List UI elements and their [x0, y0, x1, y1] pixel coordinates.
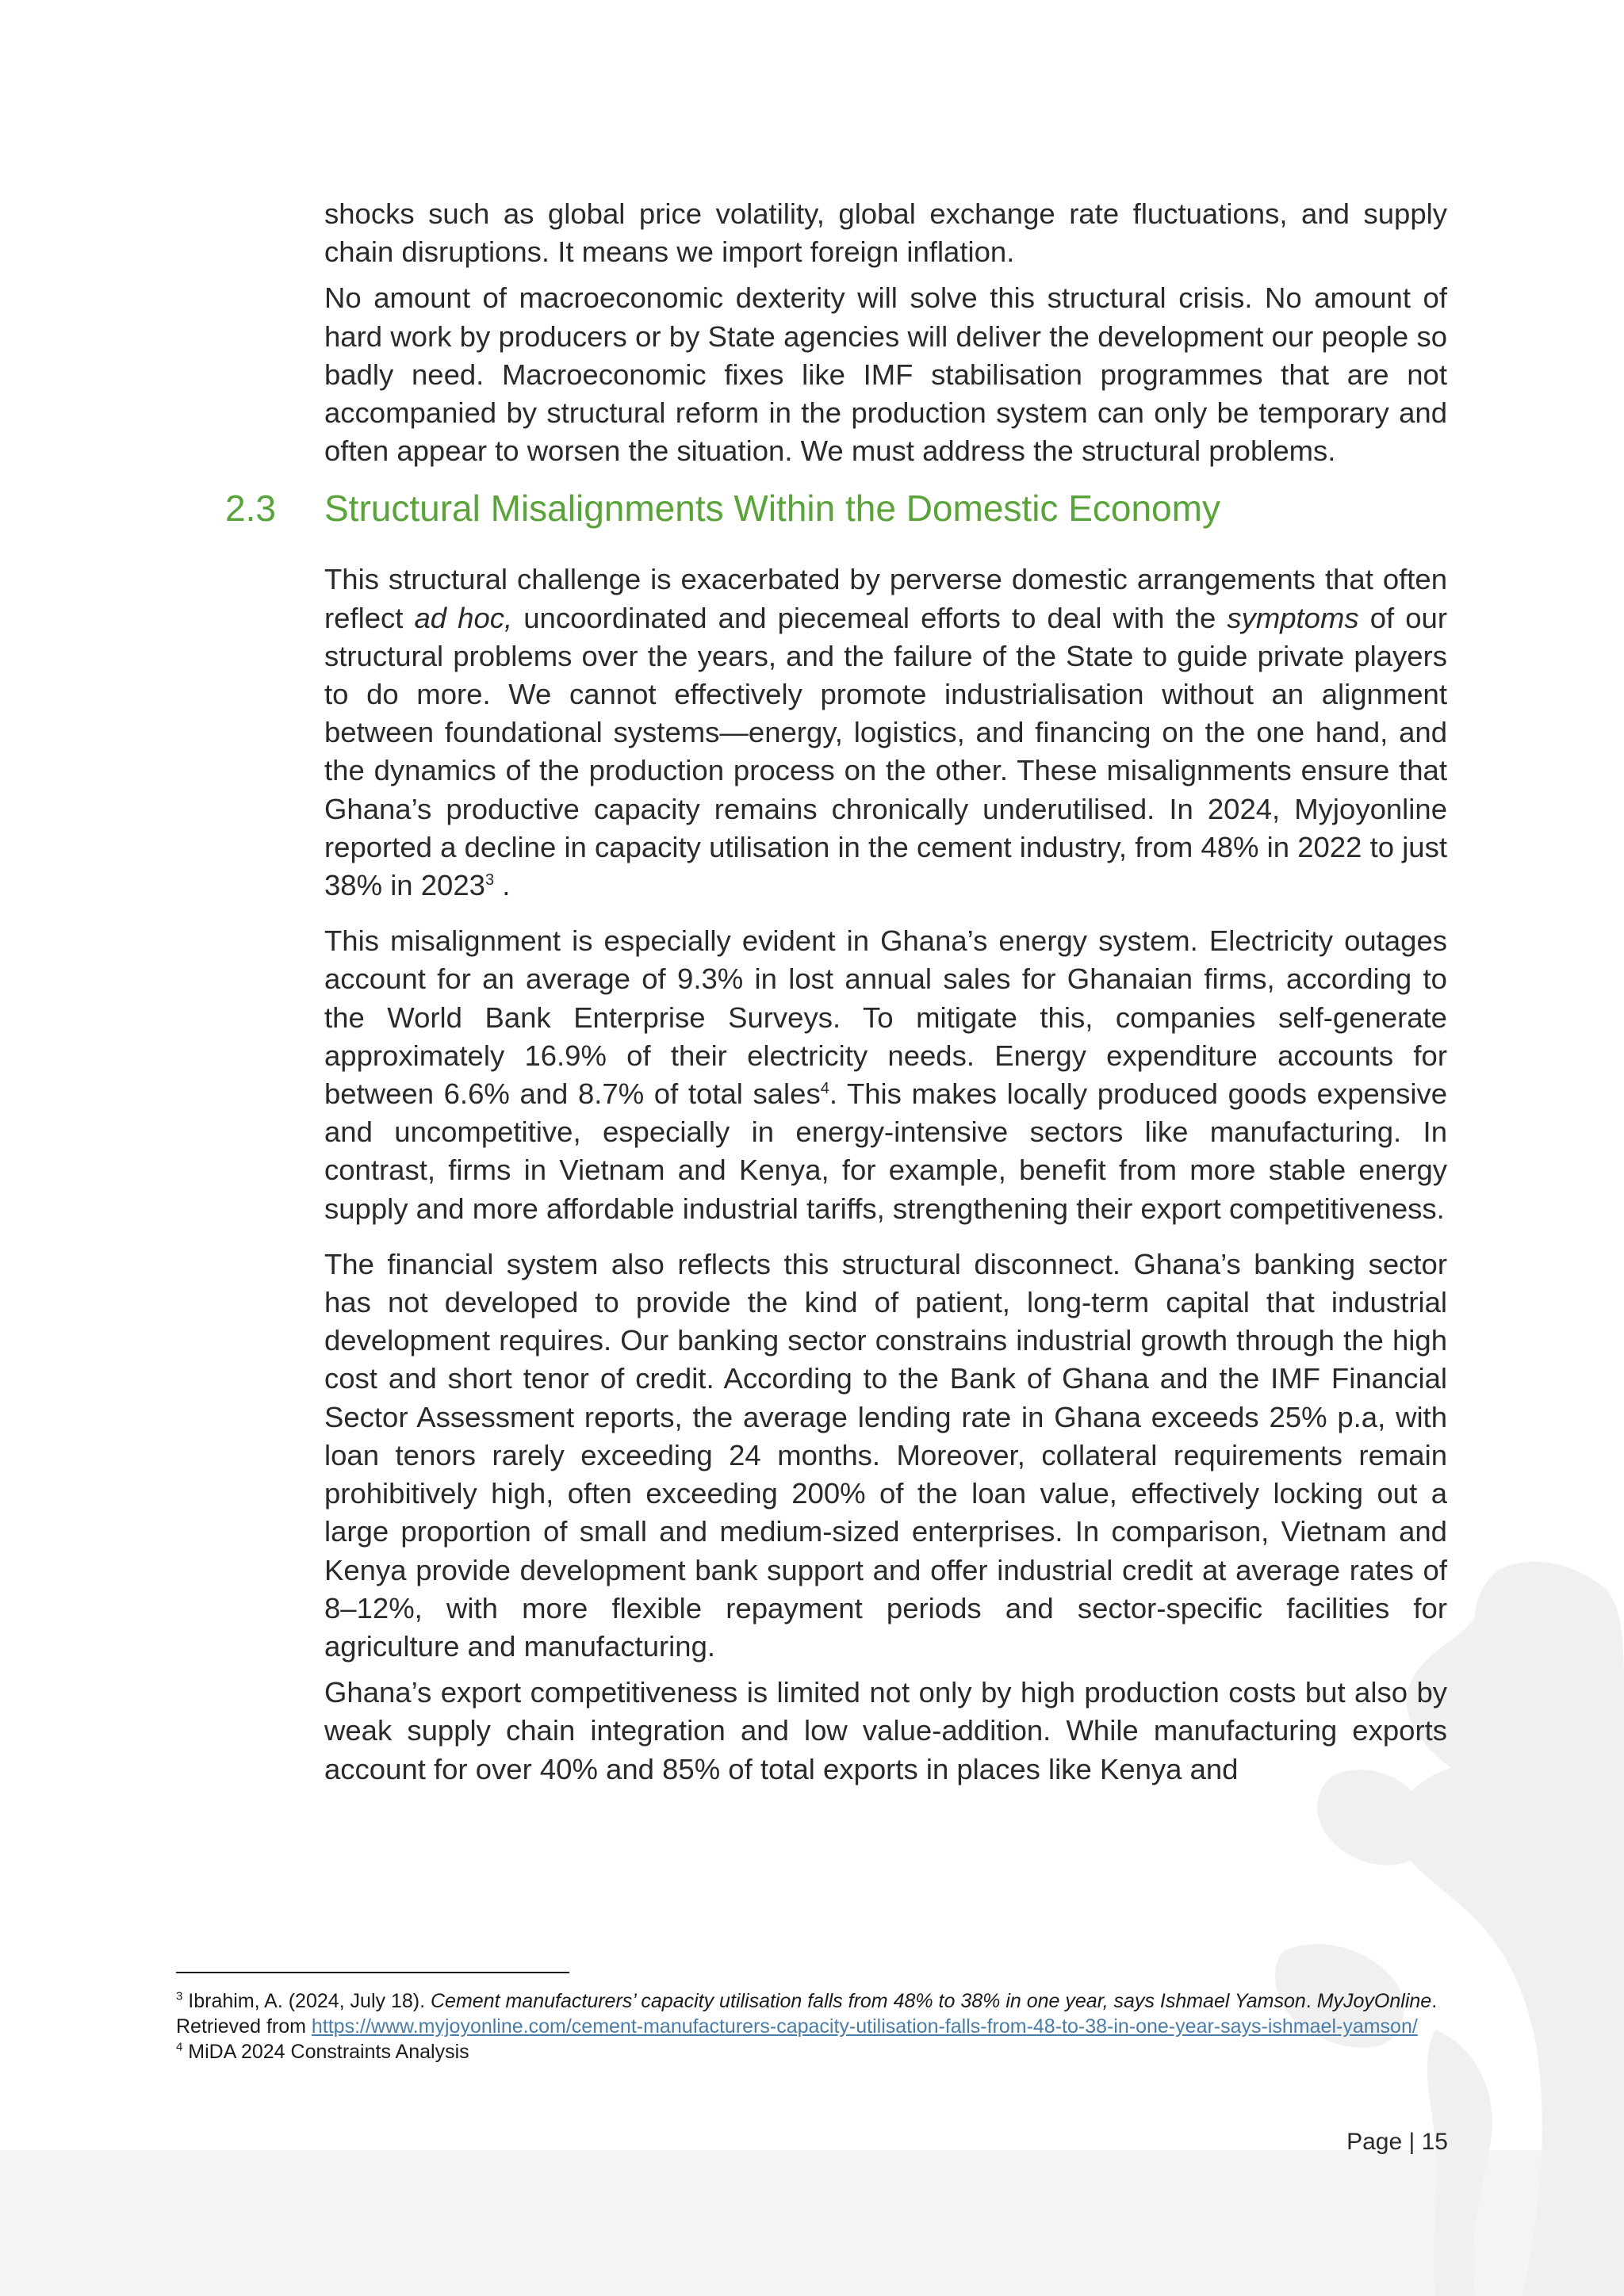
paragraph: shocks such as global price volatility, global exchange rate fluctuations, and supply chain disruptions. It means we import foreign inflation. [324, 197, 1447, 269]
main-content [225, 195, 1447, 1789]
paragraph: No amount of macroeconomic dexterity will solve this structural crisis. No amount of hard work by producers or by State agencies will deliver the development our people so badly need. Macroeconomic fixes like IMF stabilisation programmes that are not accompanied by structural reform in the production system can only be temporary and often appear to worsen the situation. We must address the structural problems. [324, 281, 1447, 468]
section-title: Structural Misalignments Within the Domestic Economy [324, 488, 1220, 530]
footnote-ref[interactable]: 4 [820, 1079, 829, 1097]
footnote-4: $^4$ MiDA 2024 Constraints Analysis [176, 2040, 469, 2063]
footnote-3: $^3$ Ibrahim, A. (2024, July 18). Cement manufacturers’ capacity utilisation falls from 48% to 38% in one year, says Ishmael Yamson. MyJoyOnline. Retrieved from https://www.myjoyonline.com/cement-manufacturers-capacity-utilisation-falls-from-48-to-38-in-one-year-says-ishmael-yamson/ [176, 1989, 1438, 2038]
footnote-link[interactable]: https://www.myjoyonline.com/cement-manufacturers-capacity-utilisation-falls-from-48-to-38-in-one-year-says-ishmael-yamson/ [311, 2015, 1418, 2038]
section-number: 2.3 [225, 488, 276, 530]
paragraph: The financial system also reflects this structural disconnect. Ghana’s banking sector has not developed to provide the kind of patient, long-term capital that industrial development requires. Our banking sector constrains industrial growth through the high cost and short tenor of credit. According to the Bank of Ghana and the IMF Financial Sector Assessment reports, the average lending rate in Ghana exceeds 25% p.a, with loan tenors rarely exceeding 24 months. Moreover, collateral requirements remain prohibitively high, often exceeding 200% of the loan value, effectively locking out a large proportion of small and medium-sized enterprises. In comparison, Vietnam and Kenya provide development bank support and offer industrial credit at average rates of 8–12%, with more flexible repayment periods and sector-specific facilities for agriculture and manufacturing. [324, 1247, 1447, 1663]
paragraph: Ghana’s export competitiveness is limited not only by high production costs but also by weak supply chain integration and low value-addition. While manufacturing exports account for over 40% and 85% of total exports in places like Kenya and [324, 1676, 1447, 1785]
page-number: Page | 15 [1346, 2129, 1448, 2155]
paragraph: This misalignment is especially evident in Ghana’s energy system. Electricity outages account for an average of 9.3% in lost annual sales for Ghanaian firms, according to the World Bank Enterprise Surveys. To mitigate this, companies self-generate approximately 16.9% of their electricity needs. Energy expenditure accounts for between 6.6% and 8.7% of total sales$^4$. This makes locally produced goods expensive and uncompetitive, especially in energy-intensive sectors like manufacturing. In contrast, firms in Vietnam and Kenya, for example, benefit from more stable energy supply and more affordable industrial tariffs, strengthening their export competitiveness. [324, 924, 1447, 1225]
footnote-divider [176, 1972, 569, 1973]
section-heading [225, 470, 1447, 561]
paragraph: This structural challenge is exacerbated by perverse domestic arrangements that often reflect ad hoc, uncoordinated and piecemeal efforts to deal with the symptoms of our structural problems over the years, and the failure of the State to guide private players to do more. We cannot effectively promote industrialisation without an alignment between foundational systems—energy, logistics, and financing on the one hand, and the dynamics of the production process on the other. These misalignments ensure that Ghana’s productive capacity remains chronically underutilised. In 2024, Myjoyonline reported a decline in capacity utilisation in the cement industry, from 48% in 2022 to just 38% in 2023$^3$ . [324, 563, 1447, 902]
footnote-ref[interactable]: 3 [485, 871, 495, 889]
footnotes [176, 1988, 1453, 2064]
